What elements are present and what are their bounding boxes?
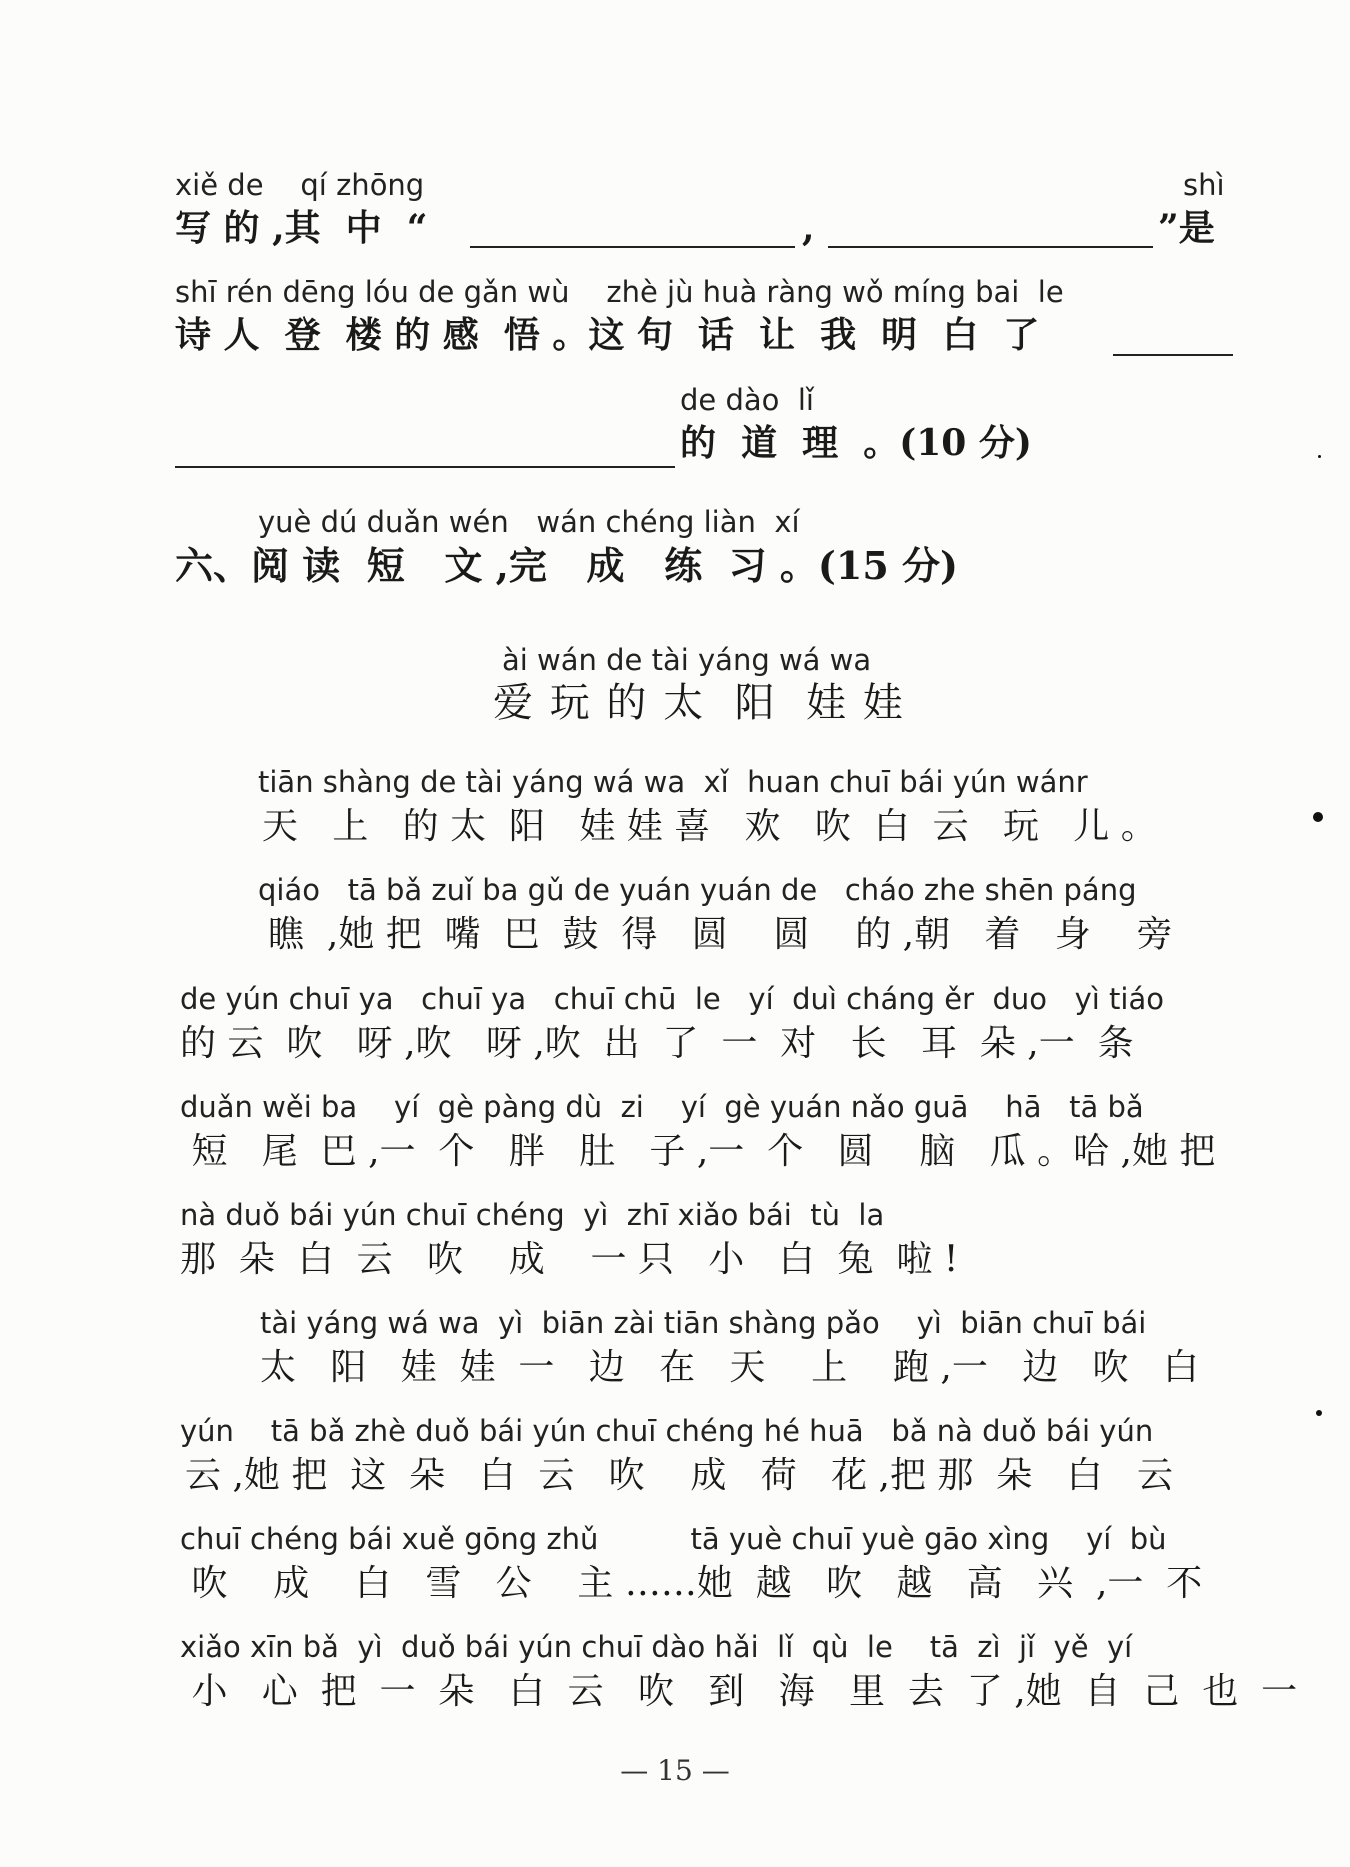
hanzi-text: 云 ,她 把 这 朵 白 云 吹 成 荷 花 ,把 那 朵 白 云: [185, 1455, 1173, 1496]
pinyin-line-2: [175, 275, 1064, 309]
answer-blank-1[interactable]: [470, 232, 795, 248]
page-number: — 15 —: [620, 1754, 730, 1787]
margin-dot: [1318, 455, 1321, 458]
hanzi-text: ”是: [1158, 207, 1215, 249]
hanzi-line-p7: [185, 1453, 1173, 1499]
hanzi-text: 爱 玩 的 太 阳 娃 娃: [493, 680, 905, 726]
answer-blank-3[interactable]: [1113, 340, 1233, 356]
pinyin-shi: [1183, 168, 1225, 202]
hanzi-line-p2: [268, 912, 1173, 958]
pinyin-text: yuè dú duǎn wén wán chéng liàn xí: [258, 505, 800, 539]
pinyin-line-p3: [180, 982, 1164, 1016]
margin-dot: [1316, 1410, 1322, 1416]
hanzi-text: 吹 成 白 雪 公 主 ……她 越 吹 越 高 兴 ,一 不: [180, 1563, 1203, 1604]
pinyin-line-1: [175, 168, 424, 202]
pinyin-line-3: [680, 383, 814, 417]
pinyin-text: chuī chéng bái xuě gōng zhǔ tā yuè chuī yuè gāo xìng yí bù: [180, 1522, 1167, 1556]
pinyin-text: tài yáng wá wa yì biān zài tiān shàng pǎo yì biān chuī bái: [260, 1306, 1147, 1340]
story-title-pinyin: [502, 643, 871, 677]
pinyin-text: de yún chuī ya chuī ya chuī chū le yí duì cháng ěr duo yì tiáo: [180, 982, 1165, 1016]
hanzi-text: 瞧 ,她 把 嘴 巴 鼓 得 圆 圆 的 ,朝 着 身 旁: [268, 914, 1173, 955]
pinyin-line-p9: [180, 1630, 1132, 1664]
pinyin-text: ài wán de tài yáng wá wa: [502, 643, 872, 677]
hanzi-line-p9: [180, 1669, 1297, 1715]
hanzi-line-p3: [180, 1021, 1134, 1067]
hanzi-text: 天 上 的 太 阳 娃 娃 喜 欢 吹 白 云 玩 儿 。: [262, 806, 1157, 847]
story-title: [493, 680, 905, 726]
hanzi-line-p8: [180, 1561, 1202, 1607]
answer-blank-2[interactable]: [828, 232, 1153, 248]
hanzi-line-p5: [180, 1237, 958, 1283]
pinyin-text: nà duǒ bái yún chuī chéng yì zhī xiǎo bái tù la: [180, 1198, 885, 1232]
hanzi-text: 写 的 ,其 中 “: [175, 207, 428, 249]
pinyin-line-p4: [180, 1090, 1144, 1124]
hanzi-line-p4: [180, 1129, 1215, 1175]
pinyin-text: shī rén dēng lóu de gǎn wù zhè jù huà ràng wǒ míng bai le: [175, 275, 1064, 309]
answer-blank-4[interactable]: [175, 452, 675, 468]
hanzi-text: 太 阳 娃 娃 一 边 在 天 上 跑 ,一 边 吹 白: [260, 1347, 1199, 1388]
pinyin-text: shì: [1183, 168, 1225, 202]
pinyin-text: tiān shàng de tài yáng wá wa xǐ huan chuī bái yún wánr: [258, 765, 1088, 799]
pinyin-line-p2: [258, 873, 1136, 907]
pinyin-line-p1: [258, 765, 1088, 799]
margin-dot: [1313, 812, 1323, 822]
hanzi-text: 那 朵 白 云 吹 成 一 只 小 白 兔 啦 !: [180, 1239, 959, 1280]
pinyin-text: de dào lǐ: [680, 383, 814, 417]
pinyin-text: duǎn wěi ba yí gè pàng dù zi yí gè yuán nǎo guā hā tā bǎ: [180, 1090, 1144, 1124]
pinyin-line-p5: [180, 1198, 884, 1232]
pinyin-text: yún tā bǎ zhè duǒ bái yún chuī chéng hé huā bǎ nà duǒ bái yún: [180, 1414, 1154, 1448]
pinyin-line-p8: [180, 1522, 1167, 1556]
hanzi-text: 短 尾 巴 ,一 个 胖 肚 子 ,一 个 圆 脑 瓜 。哈 ,她 把: [180, 1131, 1216, 1172]
hanzi-text: 六、阅 读 短 文 ,完 成 练 习 。(15 分): [175, 543, 958, 588]
hanzi-text: 的 道 理 。(10 分): [680, 422, 1032, 464]
pinyin-text: xiě de qí zhōng: [175, 168, 425, 202]
hanzi-line-3: [680, 420, 1032, 466]
pinyin-line-p6: [260, 1306, 1146, 1340]
hanzi-shi: [1158, 205, 1215, 251]
hanzi-text: 的 云 吹 呀 ,吹 呀 ,吹 出 了 一 对 长 耳 朵 ,一 条: [180, 1023, 1134, 1064]
pinyin-line-p7: [180, 1414, 1153, 1448]
comma-mark: [802, 205, 815, 251]
section-six-heading: [175, 543, 958, 589]
section-six-pinyin: [258, 505, 800, 539]
hanzi-text: 小 心 把 一 朵 白 云 吹 到 海 里 去 了 ,她 自 己 也 一: [180, 1671, 1298, 1712]
pinyin-text: xiǎo xīn bǎ yì duǒ bái yún chuī dào hǎi lǐ qù le tā zì jǐ yě yí: [180, 1630, 1133, 1664]
pinyin-text: qiáo tā bǎ zuǐ ba gǔ de yuán yuán de cháo zhe shēn páng: [258, 873, 1137, 907]
hanzi-line-2: [175, 312, 1039, 358]
hanzi-text: ,: [802, 207, 815, 249]
hanzi-line-p1: [262, 804, 1157, 850]
hanzi-text: 诗 人 登 楼 的 感 悟 。这 句 话 让 我 明 白 了: [175, 314, 1040, 356]
hanzi-line-p6: [260, 1345, 1199, 1391]
hanzi-line-1: [175, 205, 427, 251]
